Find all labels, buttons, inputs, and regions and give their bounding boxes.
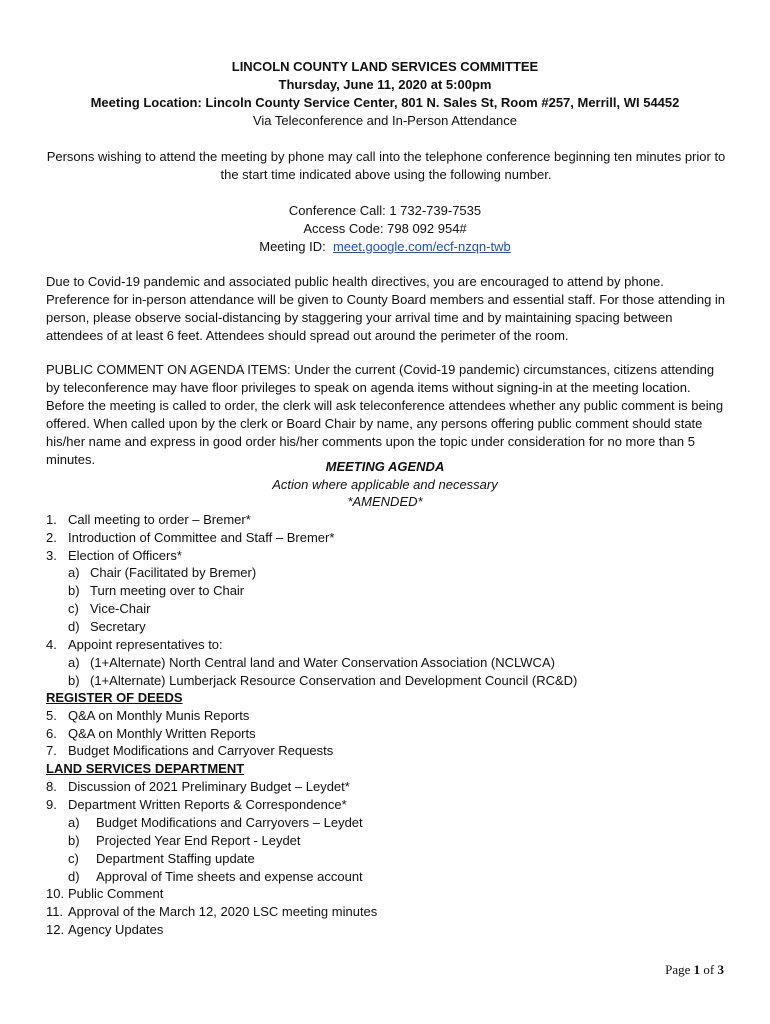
meeting-date: Thursday, June 11, 2020 at 5:00pm [278, 77, 492, 92]
page-number: Page 1 of 3 [665, 962, 724, 977]
agenda-amended: *AMENDED* [347, 494, 423, 509]
agenda-subtitle: Action where applicable and necessary [272, 477, 498, 492]
committee-title: LINCOLN COUNTY LAND SERVICES COMMITTEE [231, 59, 539, 74]
conference-call: Conference Call: 1 732-739-7535 [288, 203, 482, 218]
agenda-item-5: 5. Q&A on Monthly Munis Reports [46, 708, 250, 723]
agenda-item-7: 7. Budget Modifications and Carryover Requests [46, 743, 334, 758]
election-sub-b: b) Turn meeting over to Chair [68, 583, 245, 598]
agenda-item-6: 6. Q&A on Monthly Written Reports [46, 726, 256, 741]
access-code: Access Code: 798 092 954# [303, 221, 467, 236]
appoint-sub-a: a) (1+Alternate) North Central land and Water Conservation Association (NCLWCA) [68, 655, 555, 670]
agenda-title: MEETING AGENDA [325, 459, 445, 474]
phone-notice: Persons wishing to attend the meeting by phone may call into the telephone conference beginning ten minutes prior to the start time indicated above using the following number. [46, 149, 726, 182]
meeting-location: Meeting Location: Lincoln County Service Center, 801 N. Sales St, Room #257, Merrill, WI 54452 [90, 95, 680, 110]
meeting-id-label: Meeting ID: [259, 239, 326, 254]
meeting-link[interactable]: meet.google.com/ecf-nzqn-twb [332, 239, 511, 254]
agenda-item-9: 9. Department Written Reports & Correspondence* [46, 797, 347, 812]
reports-sub-d: d) Approval of Time sheets and expense account [68, 869, 363, 884]
section-land-services: LAND SERVICES DEPARTMENT [46, 761, 245, 776]
agenda-item-4: 4. Appoint representatives to: [46, 637, 223, 652]
agenda-item-8: 8. Discussion of 2021 Preliminary Budget – Leydet* [46, 779, 350, 794]
public-comment-notice: PUBLIC COMMENT ON AGENDA ITEMS: Under the current (Covid-19 pandemic) circumstances, citizens attending by teleconference may have floor privileges to speak on agenda items without signing-in at the meeting location. Before the meeting is called to order, the clerk will ask teleconference attendees whether any public comment is being offered. When called upon by the clerk or Board Chair by name, any persons offering public comment should state his/her name and express in good order his/her comments upon the topic under consideration for no more than 5 minutes. [46, 362, 724, 467]
election-sub-a: a) Chair (Facilitated by Bremer) [68, 565, 257, 580]
attendance-mode: Via Teleconference and In-Person Attendance [252, 113, 518, 128]
section-register-of-deeds: REGISTER OF DEEDS [46, 690, 183, 705]
meeting-id [0, 238, 770, 256]
agenda-item-3: 3. Election of Officers* [46, 548, 182, 563]
covid-notice: Due to Covid-19 pandemic and associated public health directives, you are encouraged to attend by phone. Preference for in-person attendance will be given to County Board members and essential staff. For those attending in person, please observe social-distancing by staggering your arrival time and by maintaining spacing between attendees of at least 6 feet. Attendees should spread out around the perimeter of the room. [46, 274, 726, 343]
election-sub-d: d) Secretary [68, 619, 146, 634]
reports-sub-c: c) Department Staffing update [68, 851, 255, 866]
appoint-sub-b: b) (1+Alternate) Lumberjack Resource Conservation and Development Council (RC&D) [68, 673, 578, 688]
agenda-item-1: 1. Call meeting to order – Bremer* [46, 512, 251, 527]
agenda-item-10: 10. Public Comment [46, 886, 164, 901]
reports-sub-a: a) Budget Modifications and Carryovers – Leydet [68, 815, 363, 830]
agenda-item-11: 11. Approval of the March 12, 2020 LSC meeting minutes [46, 904, 378, 919]
reports-sub-b: b) Projected Year End Report - Leydet [68, 833, 301, 848]
election-sub-c: c) Vice-Chair [68, 601, 151, 616]
agenda-item-12: 12. Agency Updates [46, 922, 164, 937]
agenda-item-2: 2. Introduction of Committee and Staff – Bremer* [46, 530, 335, 545]
